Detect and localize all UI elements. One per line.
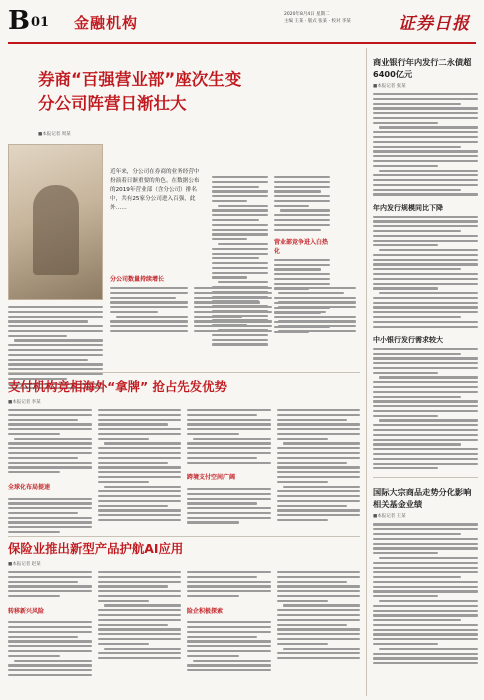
bottom-story [8,540,360,696]
bottom-headline[interactable]: 保险业推出新型产品护航AI应用 [8,541,184,556]
sidebar-text-1 [373,93,478,196]
sidebar-divider [373,477,478,478]
mid-subhead-1: 全球化布局提速 [8,483,51,491]
section-name: 金融机构 [74,14,139,32]
top-lower-text [110,268,356,332]
mid-story [8,378,360,538]
top-story [8,48,360,368]
sidebar-second-headline[interactable]: 国际大宗商品走势分化影响相关基金业绩 [373,487,472,510]
bottom-subhead-1: 转移新兴风险 [8,607,45,615]
top-lead: 近年来，分公司在券商的业务经营中扮演着日渐重要的角色。在数据公布的2019年营业部（含分公司）排名中，共有25家分公司进入百强，此外…… [110,169,200,211]
mid-byline: ■本报记者 李某 [8,400,41,405]
top-column-1 [8,306,103,389]
divider-1 [8,372,360,373]
sidebar-text-4 [373,523,478,664]
sidebar-byline: ■本报记者 张某 [373,84,406,89]
sidebar-subhead-2: 中小银行发行需求较大 [373,335,443,344]
sidebar-subhead-1: 年内发行规模同比下降 [373,203,443,212]
masthead-rule [8,42,476,44]
newspaper-logo: 证券日报 [398,14,470,34]
divider-2 [8,536,360,537]
sidebar-text-2 [373,216,478,328]
top-headline[interactable]: 券商“百强营业部”座次生变 分公司阵营日渐壮大 [38,70,242,113]
top-story-photo[interactable] [8,144,103,300]
mid-col-1 [8,409,92,533]
mid-subhead-2: 跨境支付空间广阔 [187,474,236,482]
top-subhead-2: 分公司数量持续增长 [110,276,165,283]
masthead-meta: 2020年8月4日 星期二 主编 王某 · 版式 张某 · 校对 李某 [284,12,351,24]
bottom-subhead-2: 险企积极探索 [187,607,224,615]
bottom-col-2 [98,571,182,676]
bottom-byline: ■本报记者 赵某 [8,562,41,567]
mid-col-4 [277,409,361,533]
bottom-col-3 [187,571,271,676]
mid-col-3 [187,409,271,533]
sidebar-second-byline: ■本报记者 王某 [373,514,406,520]
bottom-col-1 [8,571,92,676]
masthead [8,6,476,42]
top-byline: ■本报记者 周某 [38,132,71,137]
mid-headline[interactable]: 支付机构竞相海外“拿牌” 抢占先发优势 [8,379,227,394]
sidebar-text-3 [373,348,478,470]
page-code: B01 [8,6,50,36]
mid-col-2 [98,409,182,533]
top-subhead-1: 营业部竞争进入白热化 [274,238,329,255]
bottom-col-4 [277,571,361,676]
sidebar-headline[interactable]: 商业银行年内发行二永债超6400亿元 [373,57,472,79]
right-sidebar [366,48,478,696]
